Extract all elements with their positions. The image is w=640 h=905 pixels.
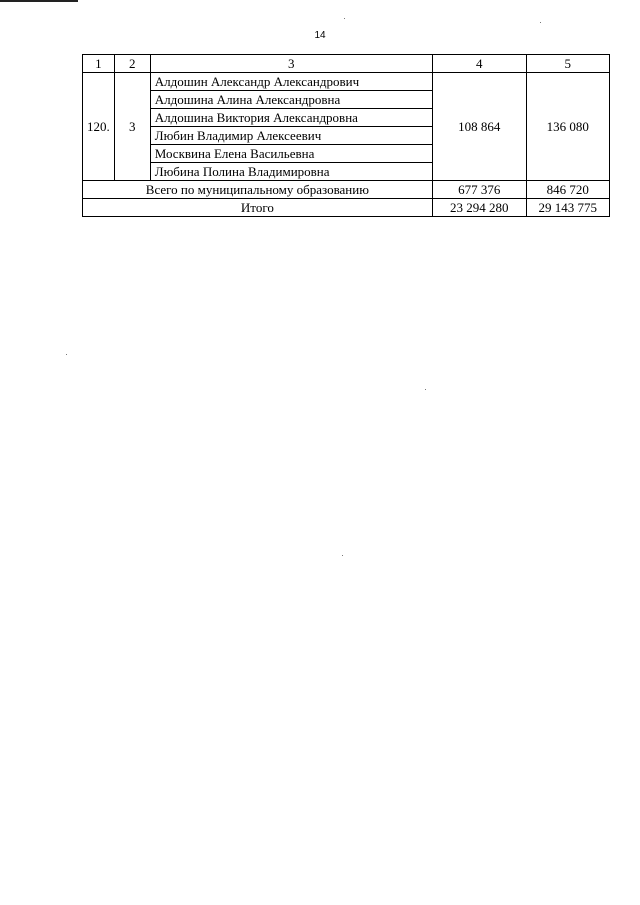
subtotal-row xyxy=(83,181,610,199)
total-col5: 29 143 775 xyxy=(526,199,609,217)
column-header-2: 2 xyxy=(114,55,150,73)
header-row xyxy=(83,55,610,73)
amount-col5-cell: 136 080 xyxy=(526,73,609,181)
name-cell: Любин Владимир Алексеевич xyxy=(150,127,432,145)
member-count-cell: 3 xyxy=(114,73,150,181)
scan-speck xyxy=(540,22,541,23)
table-row xyxy=(83,73,610,91)
name-cell: Москвина Елена Васильевна xyxy=(150,145,432,163)
name-cell: Алдошин Александр Александрович xyxy=(150,73,432,91)
scan-speck xyxy=(66,354,67,355)
total-label: Итого xyxy=(83,199,433,217)
subtotal-col5: 846 720 xyxy=(526,181,609,199)
name-cell: Алдошина Виктория Александровна xyxy=(150,109,432,127)
scan-speck xyxy=(425,389,426,390)
column-header-1: 1 xyxy=(83,55,115,73)
subtotal-col4: 677 376 xyxy=(432,181,526,199)
amount-col4-cell: 108 864 xyxy=(432,73,526,181)
total-col4: 23 294 280 xyxy=(432,199,526,217)
column-header-4: 4 xyxy=(432,55,526,73)
name-cell: Любина Полина Владимировна xyxy=(150,163,432,181)
scan-edge-mark xyxy=(0,0,78,2)
scan-speck xyxy=(342,555,343,556)
column-header-5: 5 xyxy=(526,55,609,73)
column-header-3: 3 xyxy=(150,55,432,73)
name-cell: Алдошина Алина Александровна xyxy=(150,91,432,109)
row-number-cell: 120. xyxy=(83,73,115,181)
page-number: 14 xyxy=(314,30,326,41)
beneficiaries-table xyxy=(82,54,610,217)
total-row xyxy=(83,199,610,217)
subtotal-label: Всего по муниципальному образованию xyxy=(83,181,433,199)
scan-speck xyxy=(344,18,345,19)
